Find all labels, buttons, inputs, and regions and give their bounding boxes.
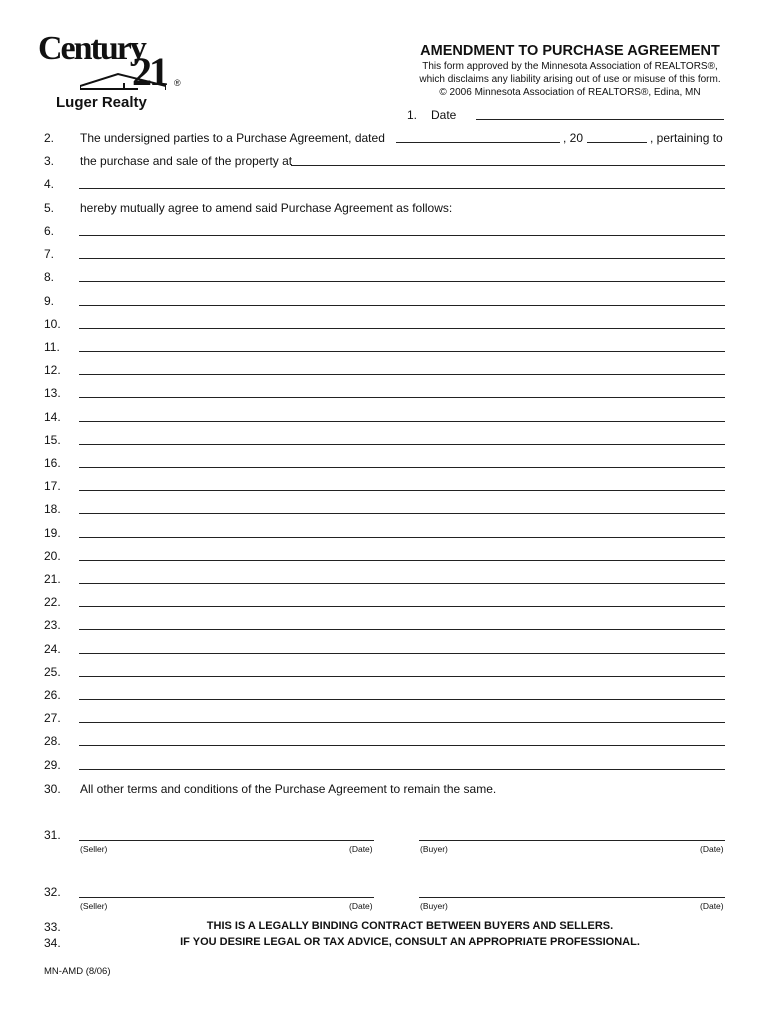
date-caption: (Date) bbox=[349, 901, 373, 911]
property-address-input-line[interactable] bbox=[291, 165, 725, 166]
agreement-year-input-line[interactable] bbox=[587, 142, 647, 143]
line-number: 9. bbox=[44, 294, 55, 308]
amendment-input-line[interactable] bbox=[79, 490, 725, 491]
seller-signature-line[interactable] bbox=[79, 897, 374, 898]
disclaimer-text: which disclaims any liability arising out of use or misuse of this form. bbox=[419, 74, 721, 85]
logo-registered-mark: ® bbox=[174, 78, 181, 88]
line-number: 27. bbox=[44, 711, 61, 725]
advice-notice-line: IF YOU DESIRE LEGAL OR TAX ADVICE, CONSULT AN APPROPRIATE PROFESSIONAL. bbox=[180, 936, 640, 948]
line-number: 15. bbox=[44, 433, 61, 447]
line-number: 30. bbox=[44, 782, 61, 796]
remaining-terms-text: All other terms and conditions of the Purchase Agreement to remain the same. bbox=[80, 782, 497, 796]
line-number: 7. bbox=[44, 247, 55, 261]
amendment-input-line[interactable] bbox=[79, 258, 725, 259]
agreement-date-input-line[interactable] bbox=[396, 142, 560, 143]
amendment-input-line[interactable] bbox=[79, 560, 725, 561]
line-number: 32. bbox=[44, 885, 61, 899]
form-code: MN-AMD (8/06) bbox=[44, 966, 111, 977]
line-number: 11. bbox=[44, 340, 60, 354]
date-input-line[interactable] bbox=[476, 119, 724, 120]
line-number: 16. bbox=[44, 456, 61, 470]
line-number: 19. bbox=[44, 526, 61, 540]
line-number: 12. bbox=[44, 363, 61, 377]
approval-text: This form approved by the Minnesota Association of REALTORS®, bbox=[422, 61, 718, 72]
amendment-input-line[interactable] bbox=[79, 629, 725, 630]
line-number: 23. bbox=[44, 618, 61, 632]
line-number: 22. bbox=[44, 595, 61, 609]
line-number: 26. bbox=[44, 688, 61, 702]
logo-brand-number: 21 bbox=[132, 49, 166, 94]
legal-notice-line: THIS IS A LEGALLY BINDING CONTRACT BETWEEN BUYERS AND SELLERS. bbox=[206, 920, 614, 932]
amendment-input-line[interactable] bbox=[79, 537, 725, 538]
company-logo bbox=[38, 32, 188, 112]
line-number: 25. bbox=[44, 665, 61, 679]
amendment-input-line[interactable] bbox=[79, 583, 725, 584]
line-number: 2. bbox=[44, 131, 55, 145]
amendment-input-line[interactable] bbox=[79, 444, 725, 445]
line-number: 34. bbox=[44, 936, 61, 950]
line-number: 1. bbox=[407, 108, 418, 122]
buyer-signature-line[interactable] bbox=[419, 840, 725, 841]
amend-intro-text: hereby mutually agree to amend said Purchase Agreement as follows: bbox=[80, 201, 453, 215]
seller-signature-line[interactable] bbox=[79, 840, 374, 841]
amendment-input-line[interactable] bbox=[79, 513, 725, 514]
amendment-input-line[interactable] bbox=[79, 351, 725, 352]
line-number: 6. bbox=[44, 224, 55, 238]
property-address-continued-line[interactable] bbox=[79, 188, 725, 189]
logo-brand-word: Century bbox=[38, 30, 145, 67]
parties-text: The undersigned parties to a Purchase Agreement, dated bbox=[80, 131, 385, 145]
line-number: 18. bbox=[44, 502, 61, 516]
logo-company-name: Luger Realty bbox=[56, 94, 147, 111]
line-number: 20. bbox=[44, 549, 61, 563]
date-caption: (Date) bbox=[349, 844, 373, 854]
line-number: 33. bbox=[44, 920, 61, 934]
amendment-input-line[interactable] bbox=[79, 328, 725, 329]
seller-caption: (Seller) bbox=[80, 844, 108, 854]
amendment-input-line[interactable] bbox=[79, 676, 725, 677]
line-number: 24. bbox=[44, 642, 61, 656]
amendment-input-line[interactable] bbox=[79, 305, 725, 306]
buyer-caption: (Buyer) bbox=[420, 901, 448, 911]
amendment-input-line[interactable] bbox=[79, 397, 725, 398]
copyright-text: © 2006 Minnesota Association of REALTORS®, Edina, MN bbox=[439, 87, 701, 98]
amendment-input-line[interactable] bbox=[79, 235, 725, 236]
line-number: 17. bbox=[44, 479, 61, 493]
amendment-input-line[interactable] bbox=[79, 653, 725, 654]
line-number: 10. bbox=[44, 317, 61, 331]
amendment-input-line[interactable] bbox=[79, 606, 725, 607]
line-number: 8. bbox=[44, 270, 55, 284]
amendment-input-line[interactable] bbox=[79, 699, 725, 700]
buyer-caption: (Buyer) bbox=[420, 844, 448, 854]
amendment-input-line[interactable] bbox=[79, 467, 725, 468]
seller-caption: (Seller) bbox=[80, 901, 108, 911]
amendment-input-line[interactable] bbox=[79, 722, 725, 723]
date-caption: (Date) bbox=[700, 901, 724, 911]
amendment-input-line[interactable] bbox=[79, 745, 725, 746]
line-number: 3. bbox=[44, 154, 55, 168]
amendment-input-line[interactable] bbox=[79, 421, 725, 422]
line-number: 21. bbox=[44, 572, 61, 586]
amendment-input-line[interactable] bbox=[79, 374, 725, 375]
year-prefix-text: , 20 bbox=[563, 131, 584, 145]
pertaining-text: , pertaining to bbox=[650, 131, 723, 145]
date-label: Date bbox=[431, 108, 457, 122]
form-title: AMENDMENT TO PURCHASE AGREEMENT bbox=[420, 43, 720, 59]
line-number: 5. bbox=[44, 201, 55, 215]
buyer-signature-line[interactable] bbox=[419, 897, 725, 898]
line-number: 14. bbox=[44, 410, 61, 424]
line-number: 31. bbox=[44, 828, 61, 842]
line-number: 4. bbox=[44, 177, 55, 191]
property-text: the purchase and sale of the property at bbox=[80, 154, 293, 168]
amendment-input-line[interactable] bbox=[79, 281, 725, 282]
line-number: 28. bbox=[44, 734, 61, 748]
date-caption: (Date) bbox=[700, 844, 724, 854]
line-number: 29. bbox=[44, 758, 61, 772]
line-number: 13. bbox=[44, 386, 61, 400]
amendment-input-line[interactable] bbox=[79, 769, 725, 770]
